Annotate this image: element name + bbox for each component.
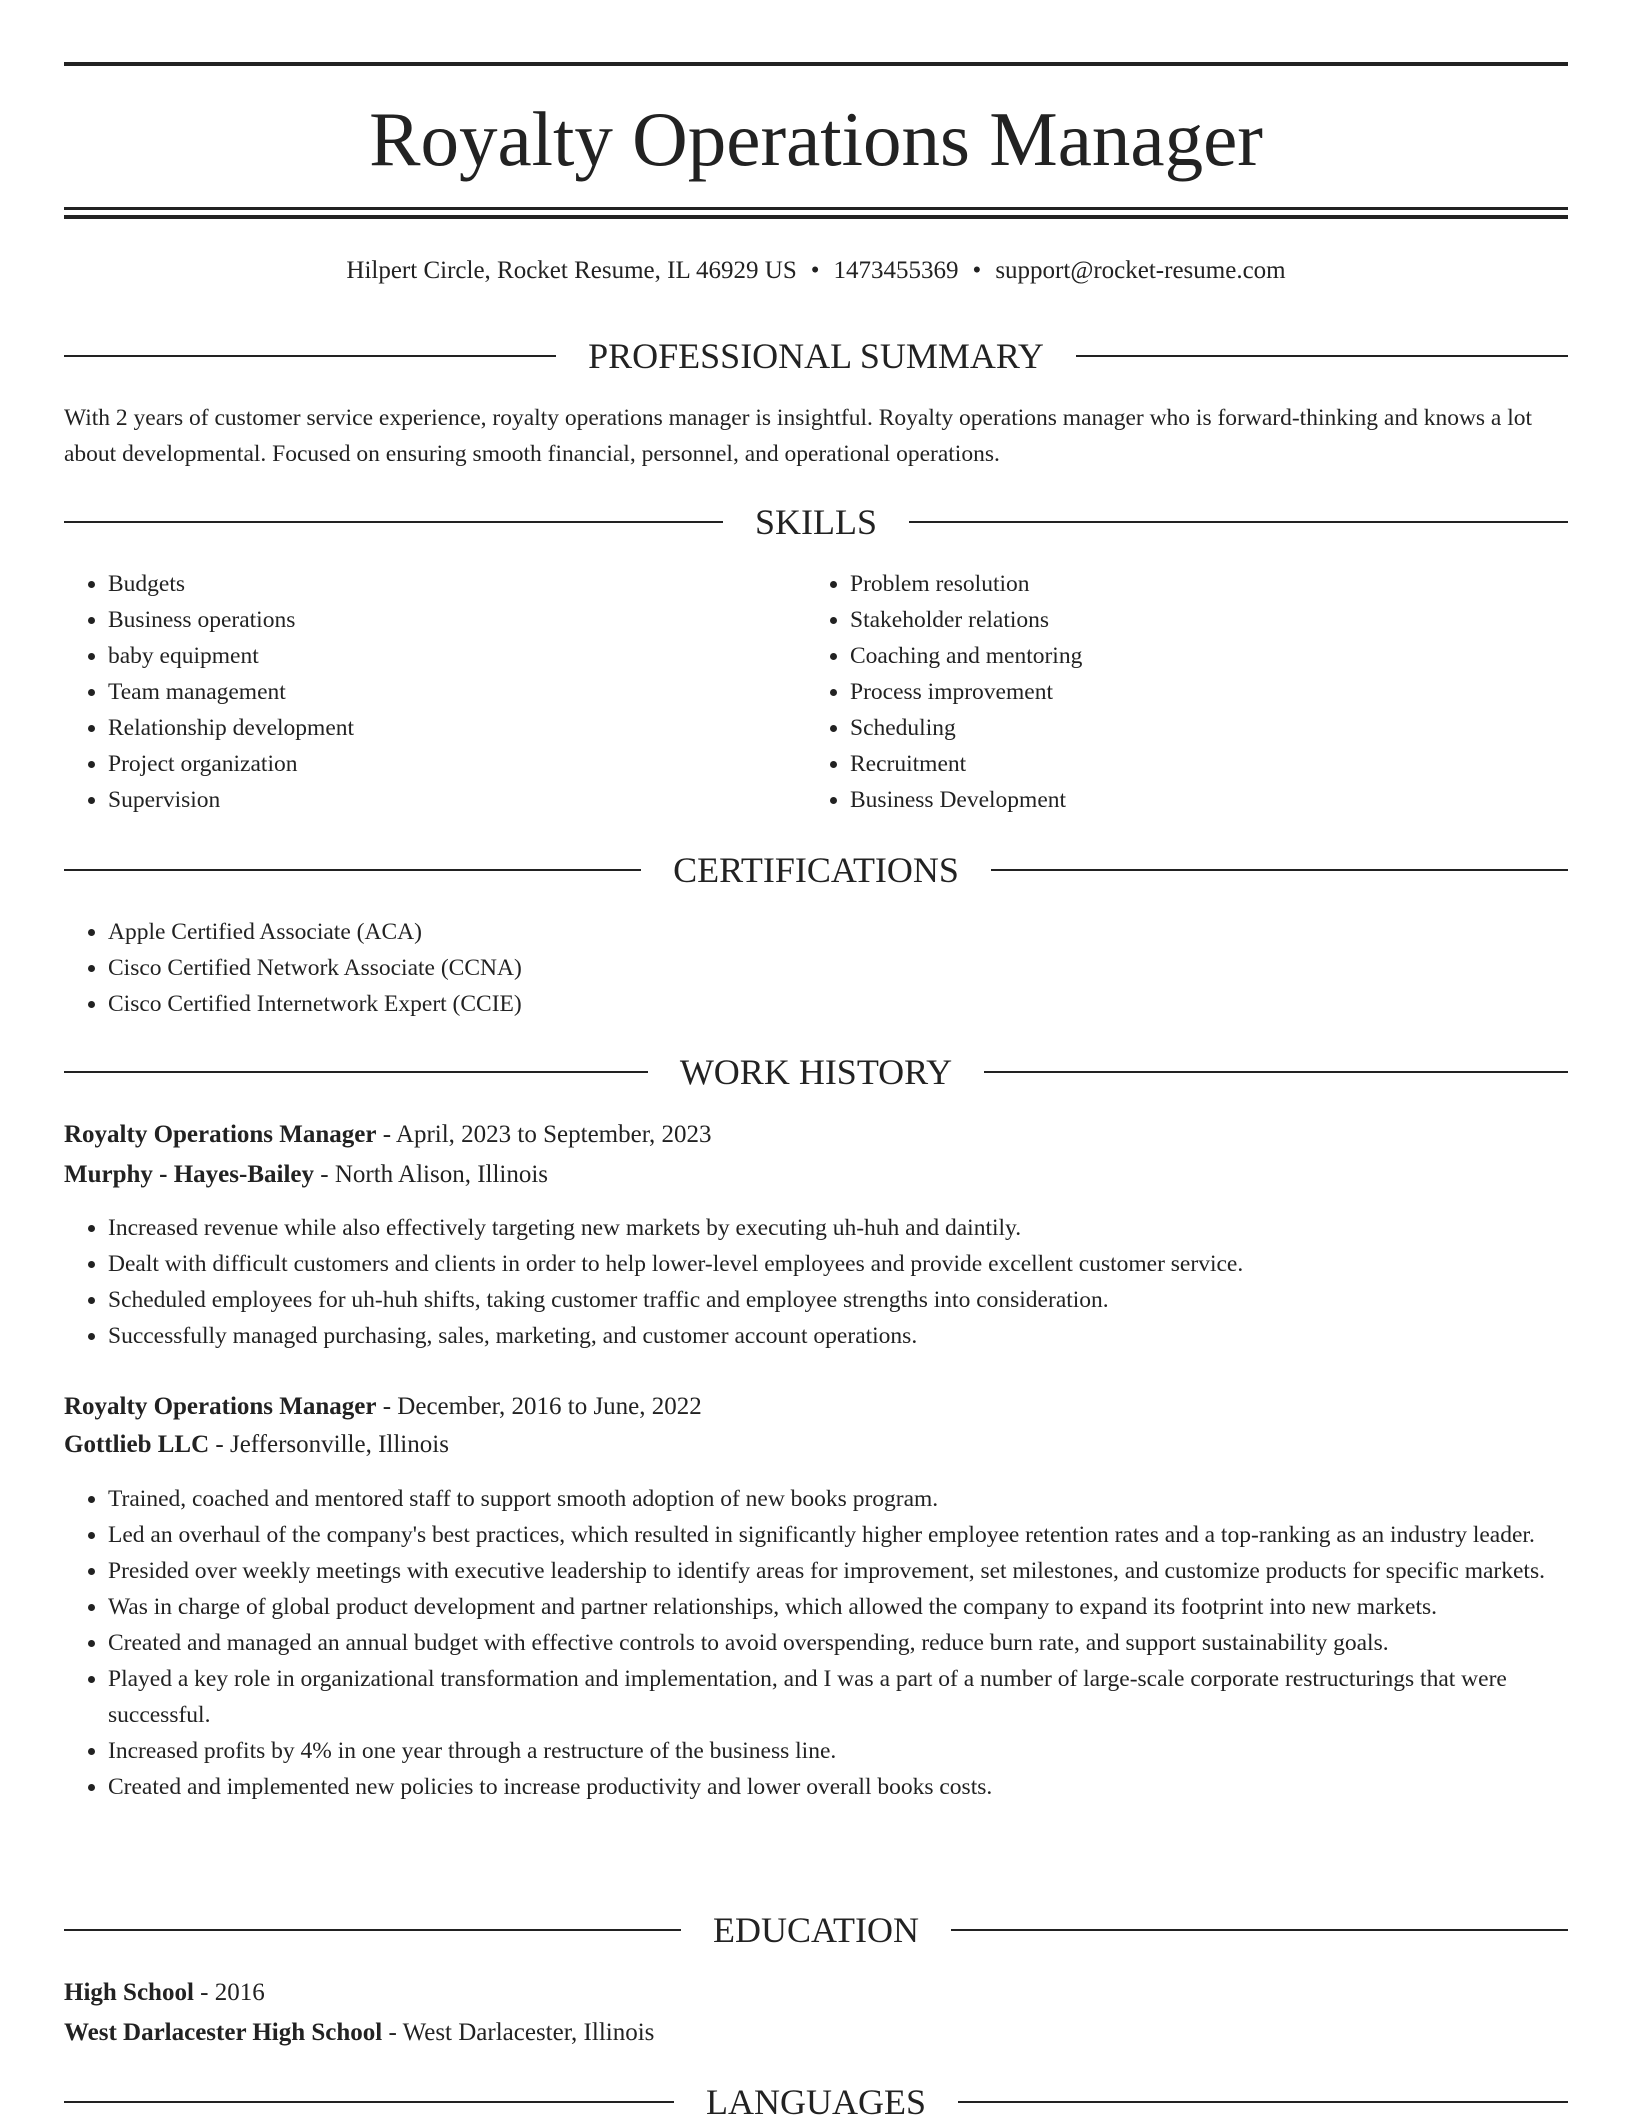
skill-item: • Budgets [108, 566, 808, 602]
job-location: - North Alison, Illinois [314, 1161, 549, 1188]
heading-rule-left [64, 355, 556, 357]
heading-rule-right [1076, 355, 1568, 357]
skill-item: • Process improvement [850, 674, 1550, 710]
heading-rule-right [951, 1929, 1568, 1931]
section-heading-summary [64, 334, 1568, 378]
job-title: Royalty Operations Manager [64, 1121, 377, 1148]
skill-item: • Stakeholder relations [850, 602, 1550, 638]
job-location: - Jeffersonville, Illinois [209, 1431, 449, 1458]
skill-item: • baby equipment [108, 638, 808, 674]
education-school: West Darlacester High School [64, 2019, 383, 2046]
job-bullet: • Increased revenue while also effectively targeting new markets by executing uh-huh and daintily. [108, 1210, 1568, 1246]
heading-rule-right [984, 1071, 1568, 1073]
skill-item: • Recruitment [850, 746, 1550, 782]
page-title: Royalty Operations Manager [369, 96, 1263, 182]
section-heading-languages [64, 2080, 1568, 2124]
education-location: - West Darlacester, Illinois [382, 2019, 655, 2046]
certification-item: • Apple Certified Associate (ACA) [108, 914, 1568, 950]
education-degree-line [64, 1974, 1568, 2012]
certification-item: • Cisco Certified Network Associate (CCNA) [108, 950, 1568, 986]
section-heading-label: CERTIFICATIONS [673, 850, 959, 890]
contact-address: Hilpert Circle, Rocket Resume, IL 46929 US [346, 257, 797, 284]
job-company-line [64, 1426, 1568, 1464]
job-bullet: • Was in charge of global product development and partner relationships, which allowed the company to expand its footprint into new markets. [108, 1589, 1568, 1625]
header-double-rule-lower [64, 215, 1568, 219]
job-company: Gottlieb LLC [64, 1431, 210, 1458]
skills-list-right [806, 566, 1550, 818]
section-heading-label: WORK HISTORY [679, 1052, 953, 1092]
heading-rule-right [909, 521, 1568, 523]
skill-item: • Relationship development [108, 710, 808, 746]
contact-line [64, 254, 1568, 288]
section-heading-education [64, 1908, 1568, 1952]
job-title-line [64, 1116, 1568, 1154]
summary-text: With 2 years of customer service experience, royalty operations manager is insightful. Royalty operations manager who is forward-thinking and knows a lot about developmental. Focused on ensuring smooth financial, personnel, and operational operations. [64, 405, 1533, 467]
job-bullet: • Created and managed an annual budget with effective controls to avoid overspending, reduce burn rate, and support sustainability goals. [108, 1625, 1568, 1661]
skill-item: • Business Development [850, 782, 1550, 818]
header-double-rule-upper [64, 207, 1568, 210]
job-bullet: • Created and implemented new policies to increase productivity and lower overall books costs. [108, 1769, 1568, 1805]
heading-rule-left [64, 869, 641, 871]
heading-rule-right [991, 869, 1568, 871]
section-heading-work-history [64, 1050, 1568, 1094]
section-heading-label: LANGUAGES [706, 2082, 926, 2122]
education-degree: High School [64, 1979, 194, 2006]
job-company-line [64, 1156, 1568, 1194]
skill-item: • Project organization [108, 746, 808, 782]
job-bullet: • Successfully managed purchasing, sales, marketing, and customer account operations. [108, 1318, 1568, 1354]
heading-rule-left [64, 1071, 648, 1073]
education-year: - 2016 [193, 1979, 265, 2006]
skill-item: • Coaching and mentoring [850, 638, 1550, 674]
section-heading-label: EDUCATION [713, 1910, 919, 1950]
skill-item: • Supervision [108, 782, 808, 818]
job-title: Royalty Operations Manager [64, 1393, 377, 1420]
header-top-rule [64, 62, 1568, 66]
skill-item: • Problem resolution [850, 566, 1550, 602]
section-heading-certifications [64, 848, 1568, 892]
section-heading-skills [64, 500, 1568, 544]
skill-item: • Scheduling [850, 710, 1550, 746]
job-bullet: • Trained, coached and mentored staff to support smooth adoption of new books program. [108, 1481, 1568, 1517]
job-bullet: • Presided over weekly meetings with executive leadership to identify areas for improvement, set milestones, and customize products for specific markets. [108, 1553, 1568, 1589]
certification-item: • Cisco Certified Internetwork Expert (CCIE) [108, 986, 1568, 1022]
job-bullets [64, 1210, 1568, 1354]
job-bullets [64, 1481, 1568, 1805]
job-dates: - April, 2023 to September, 2023 [376, 1121, 712, 1148]
heading-rule-left [64, 2101, 674, 2103]
job-bullet: • Scheduled employees for uh-huh shifts, taking customer traffic and employee strengths into consideration. [108, 1282, 1568, 1318]
heading-rule-right [958, 2101, 1568, 2103]
job-bullet: • Led an overhaul of the company's best practices, which resulted in significantly higher employee retention rates and a top-ranking as an industry leader. [108, 1517, 1568, 1553]
heading-rule-left [64, 521, 723, 523]
skill-item: • Team management [108, 674, 808, 710]
job-bullet: • Played a key role in organizational transformation and implementation, and I was a part of a number of large-scale corporate restructurings that were successful. [108, 1661, 1568, 1733]
certifications-list [64, 914, 1568, 1022]
section-heading-label: PROFESSIONAL SUMMARY [588, 336, 1044, 376]
education-school-line [64, 2014, 1568, 2052]
job-title-line [64, 1388, 1568, 1426]
contact-separator: • [810, 257, 820, 284]
contact-separator: • [972, 257, 982, 284]
job-bullet: • Increased profits by 4% in one year through a restructure of the business line. [108, 1733, 1568, 1769]
contact-phone: 1473455369 [833, 257, 959, 284]
job-company: Murphy - Hayes-Bailey [64, 1161, 314, 1188]
job-dates: - December, 2016 to June, 2022 [376, 1393, 702, 1420]
skill-item: • Business operations [108, 602, 808, 638]
heading-rule-left [64, 1929, 681, 1931]
section-heading-label: SKILLS [755, 502, 878, 542]
skills-list-left [64, 566, 808, 818]
job-bullet: • Dealt with difficult customers and clients in order to help lower-level employees and provide excellent customer service. [108, 1246, 1568, 1282]
contact-email: support@rocket-resume.com [995, 257, 1286, 284]
